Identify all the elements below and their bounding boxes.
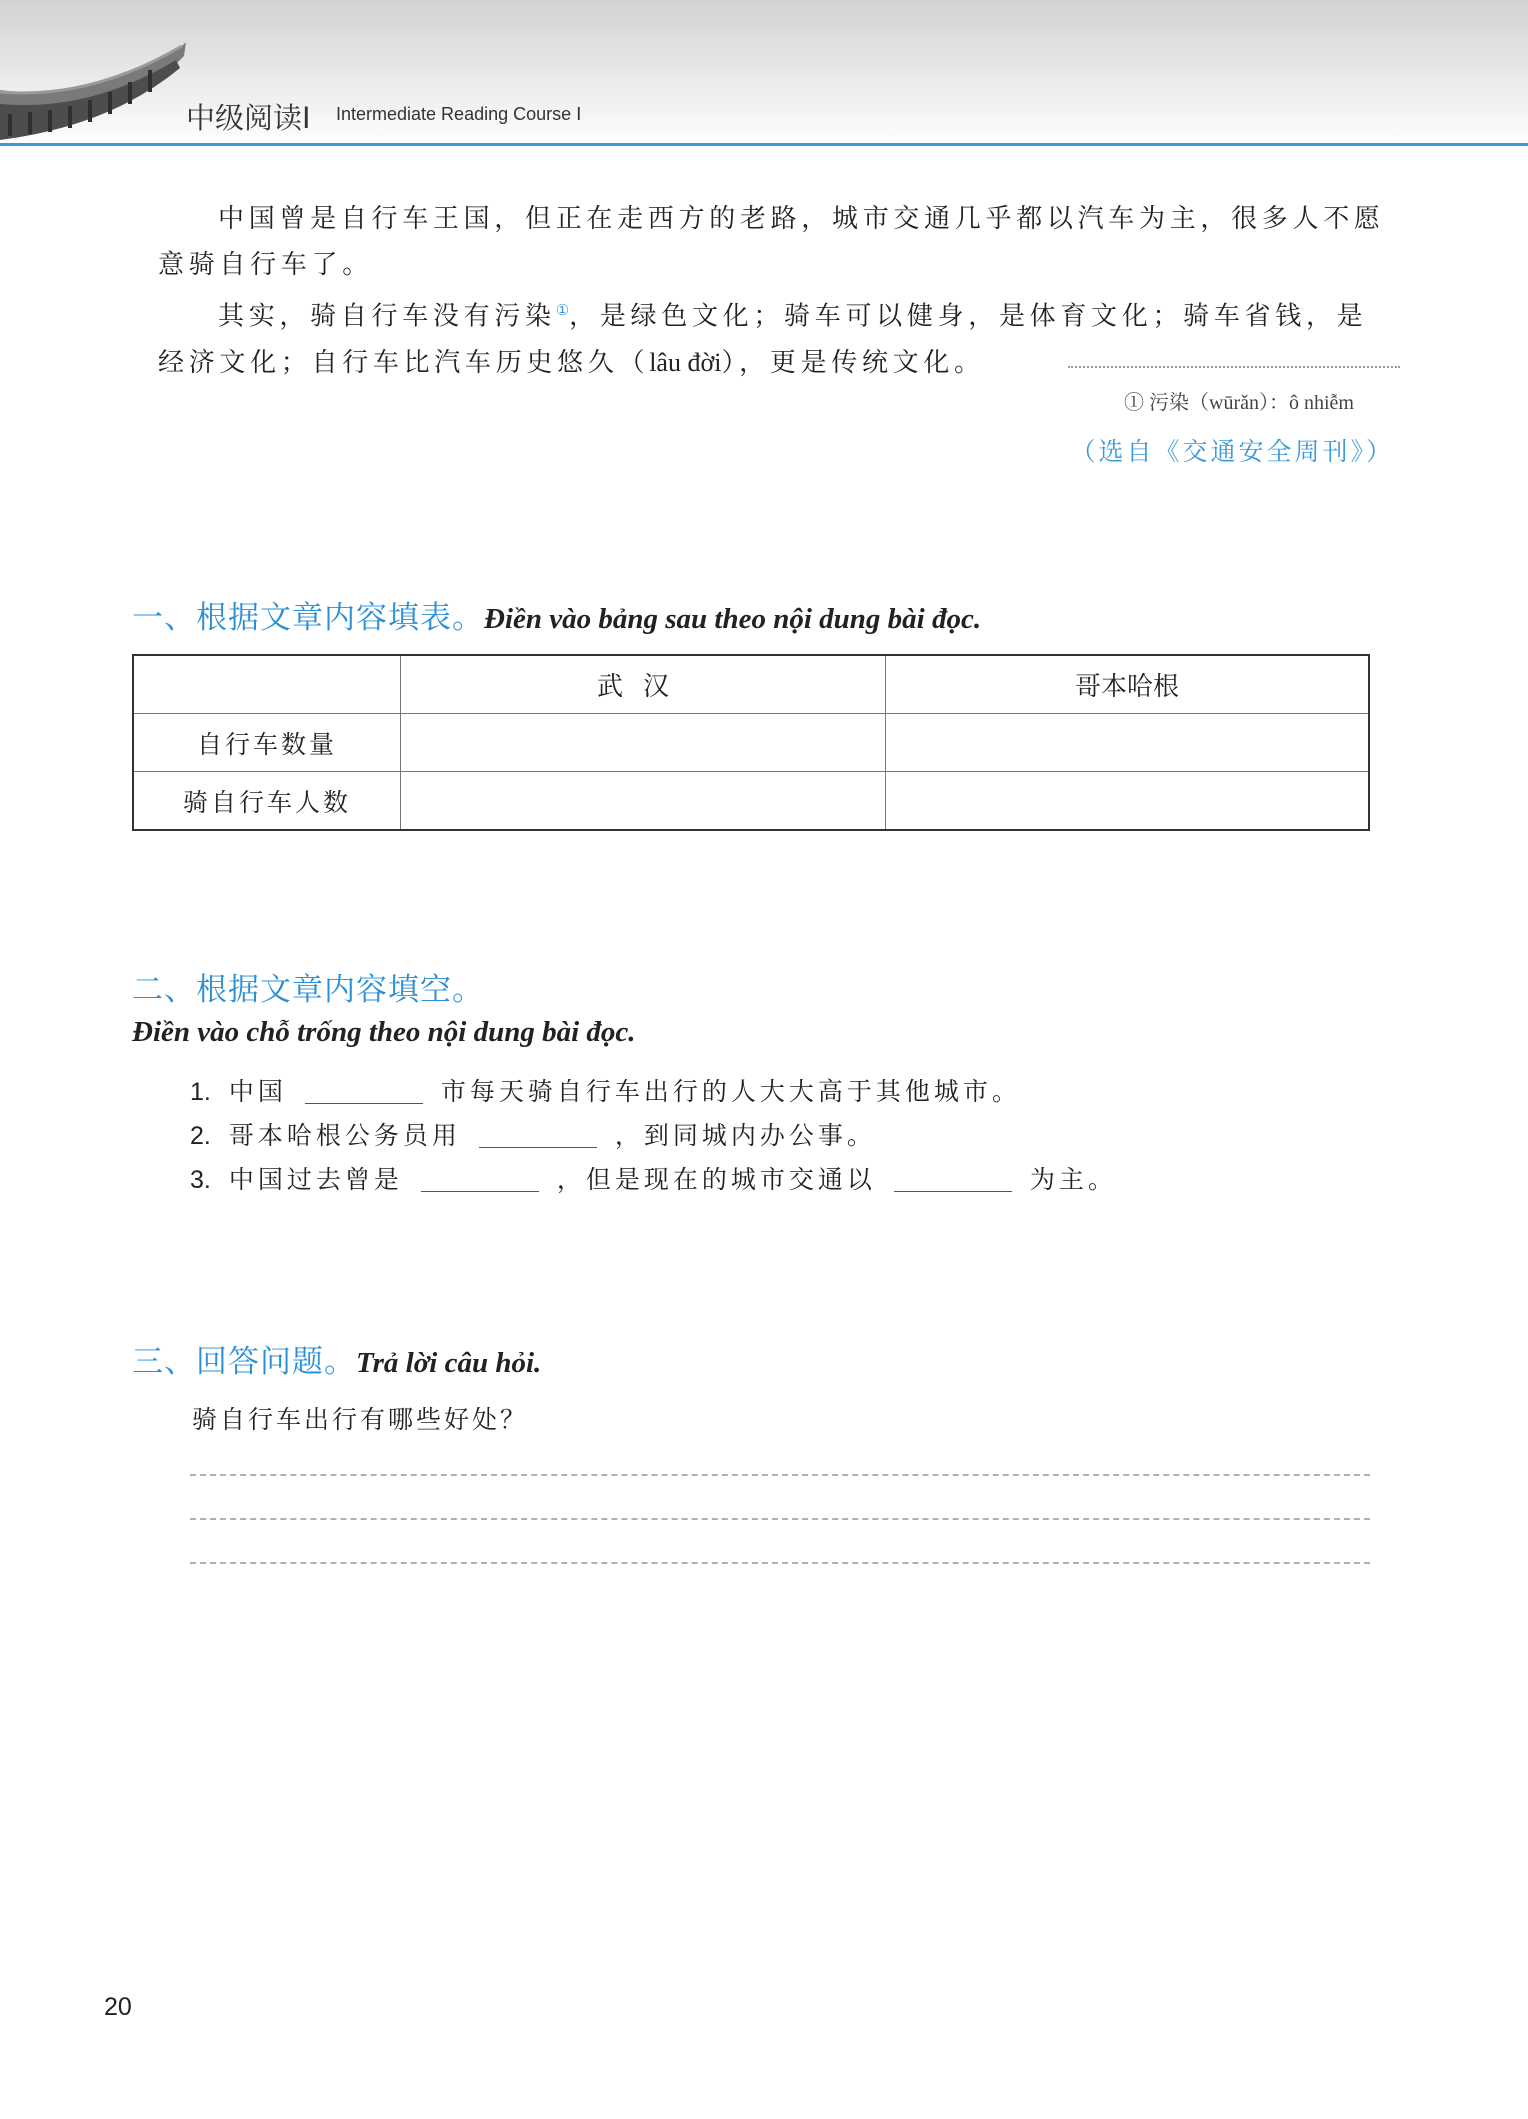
section-1-title-vi: Điền vào bảng sau theo nội dung bài đọc. xyxy=(484,603,982,635)
paragraph-2-end: ），更是传统文化。 xyxy=(721,347,985,378)
answer-blank[interactable] xyxy=(421,1163,539,1192)
table-row-label: 骑自行车人数 xyxy=(133,772,401,831)
answer-blank[interactable] xyxy=(894,1163,1012,1192)
table-row-label: 自行车数量 xyxy=(133,714,401,772)
book-title: 中级阅读Ⅰ xyxy=(186,101,311,135)
table-answer-cell[interactable] xyxy=(886,772,1370,831)
paragraph-2-mid: ，是绿色文化；骑车可以健身，是体育文化；骑车省钱，是经济文化；自行车比汽车历史悠久（ xyxy=(158,301,1368,378)
section-2-title-cn: 二、根据文章内容填空。 xyxy=(132,972,484,1008)
section-2-title xyxy=(132,964,484,1009)
item-text: 市每天骑自行车出行的人大大高于其他城市。 xyxy=(440,1077,1021,1106)
article-paragraph-1: 中国曾是自行车王国，但正在走西方的老路，城市交通几乎都以汽车为主，很多人不愿意骑自行车了。 xyxy=(158,204,1385,280)
item-text: ，但是现在的城市交通以 xyxy=(556,1165,876,1194)
source-citation: （选自《交通安全周刊》） xyxy=(1070,437,1394,466)
section-2-title-vi: Điền vào chỗ trống theo nội dung bài đọc. xyxy=(132,1016,636,1048)
vietnamese-gloss: lâu đời xyxy=(649,347,722,377)
header-divider xyxy=(0,143,1528,146)
section-1-title-cn: 一、根据文章内容填表。 xyxy=(132,600,484,636)
footnote-divider xyxy=(1068,366,1400,368)
table-answer-cell[interactable] xyxy=(401,714,886,772)
section-3-title xyxy=(132,1336,541,1381)
item-text: 哥本哈根公务员用 xyxy=(228,1121,461,1150)
answer-blank[interactable] xyxy=(305,1075,423,1104)
section-3-title-vi: Trả lời câu hỏi. xyxy=(356,1347,542,1379)
question-text: 骑自行车出行有哪些好处？ xyxy=(192,1405,529,1434)
table-row xyxy=(133,772,1369,831)
item-number: 1. xyxy=(190,1078,211,1106)
table-row xyxy=(133,714,1369,772)
item-text: ，到同城内办公事。 xyxy=(614,1121,876,1150)
answer-line[interactable] xyxy=(190,1562,1370,1564)
table-header-empty xyxy=(133,655,401,714)
answer-line[interactable] xyxy=(190,1518,1370,1520)
fill-in-table xyxy=(132,654,1370,831)
table-answer-cell[interactable] xyxy=(886,714,1370,772)
table-header-row xyxy=(133,655,1369,714)
list-item xyxy=(190,1114,1117,1158)
table-header-copenhagen: 哥本哈根 xyxy=(886,655,1370,714)
roof-eave-illustration xyxy=(0,30,200,142)
paragraph-2-start: 其实，骑自行车没有污染 xyxy=(218,301,556,332)
book-subtitle: Intermediate Reading Course Ⅰ xyxy=(336,104,582,124)
footnote: ① 污染（wūrǎn）：ô nhiễm xyxy=(1124,392,1354,414)
section-1-title xyxy=(132,592,981,637)
item-text: 中国过去曾是 xyxy=(228,1165,403,1194)
table-header-wuhan: 武汉 xyxy=(401,655,886,714)
item-text: 为主。 xyxy=(1029,1165,1117,1194)
item-number: 2. xyxy=(190,1122,211,1150)
list-item xyxy=(190,1158,1117,1202)
table-answer-cell[interactable] xyxy=(401,772,886,831)
footnote-marker: ① xyxy=(555,301,570,319)
page-number: 20 xyxy=(104,1993,132,2021)
item-number: 3. xyxy=(190,1166,211,1194)
fill-blank-list xyxy=(190,1070,1117,1202)
answer-line[interactable] xyxy=(190,1474,1370,1476)
item-text: 中国 xyxy=(228,1077,287,1106)
section-3-title-cn: 三、回答问题。 xyxy=(132,1344,356,1380)
article-paragraph-2 xyxy=(158,287,1398,386)
answer-blank[interactable] xyxy=(479,1119,597,1148)
list-item xyxy=(190,1070,1117,1114)
